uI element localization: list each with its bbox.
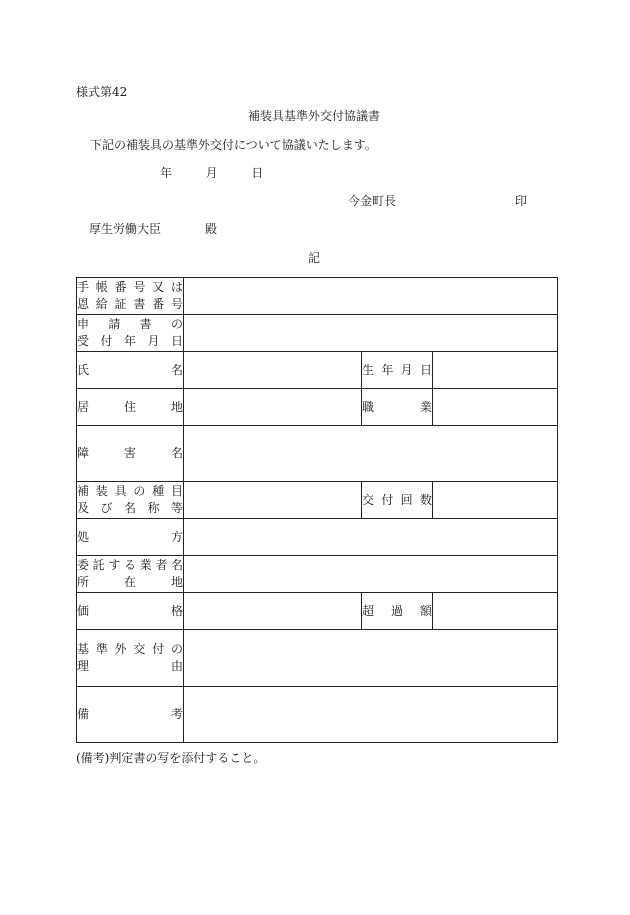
honorific: 殿 [205,222,218,236]
name-label: 氏名 [77,352,184,389]
contractor-field[interactable] [184,556,558,593]
date-day-label: 日 [251,166,264,180]
table-row [77,519,558,556]
name-field[interactable] [184,352,362,389]
form-number: 様式第42 [76,85,128,99]
date-month-label: 月 [205,166,218,180]
device-label: 補装具の種目 及び名称等 [77,482,184,519]
techo-number-field[interactable] [184,278,558,315]
address-field[interactable] [184,389,362,426]
intro-text: 下記の補装具の基準外交付について協議いたします。 [90,138,377,152]
table-row [77,630,558,687]
table-row [77,352,558,389]
occupation-field[interactable] [433,389,558,426]
birthdate-field[interactable] [433,352,558,389]
address-label: 居住地 [77,389,184,426]
table-row [77,389,558,426]
table-row [77,315,558,352]
sender-name: 今金町長 [348,194,397,208]
excess-field[interactable] [433,593,558,630]
consultation-form-table [76,277,558,743]
issue-count-label: 交付回数 [362,482,433,519]
record-mark: 記 [308,251,321,265]
remarks-label: 備考 [77,687,184,743]
issue-count-field[interactable] [433,482,558,519]
birthdate-label: 生年月日 [362,352,433,389]
table-row [77,556,558,593]
remarks-field[interactable] [184,687,558,743]
addressee-name: 厚生労働大臣 [89,222,162,236]
table-row [77,482,558,519]
price-label: 価格 [77,593,184,630]
date-line [160,167,263,179]
prescription-label: 処方 [77,519,184,556]
prescription-field[interactable] [184,519,558,556]
date-year-label: 年 [160,166,173,180]
disability-label: 障害名 [77,426,184,482]
occupation-label: 職業 [362,389,433,426]
reason-label: 基準外交付の 理由 [77,630,184,687]
table-row [77,593,558,630]
excess-label: 超過額 [362,593,433,630]
price-field[interactable] [184,593,362,630]
receipt-date-field[interactable] [184,315,558,352]
table-row [77,687,558,743]
footer-note: (備考)判定書の写を添付すること。 [76,751,266,765]
techo-number-label: 手帳番号又は 恩給証書番号 [77,278,184,315]
disability-field[interactable] [184,426,558,482]
contractor-label: 委託する業者名 所在地 [77,556,184,593]
table-row [77,278,558,315]
seal-mark: 印 [515,194,528,208]
reason-field[interactable] [184,630,558,687]
receipt-date-label: 申請書の 受付年月日 [77,315,184,352]
addressee-line [89,223,217,235]
device-field[interactable] [184,482,362,519]
table-row [77,426,558,482]
document-title: 補装具基準外交付協議書 [248,109,381,123]
